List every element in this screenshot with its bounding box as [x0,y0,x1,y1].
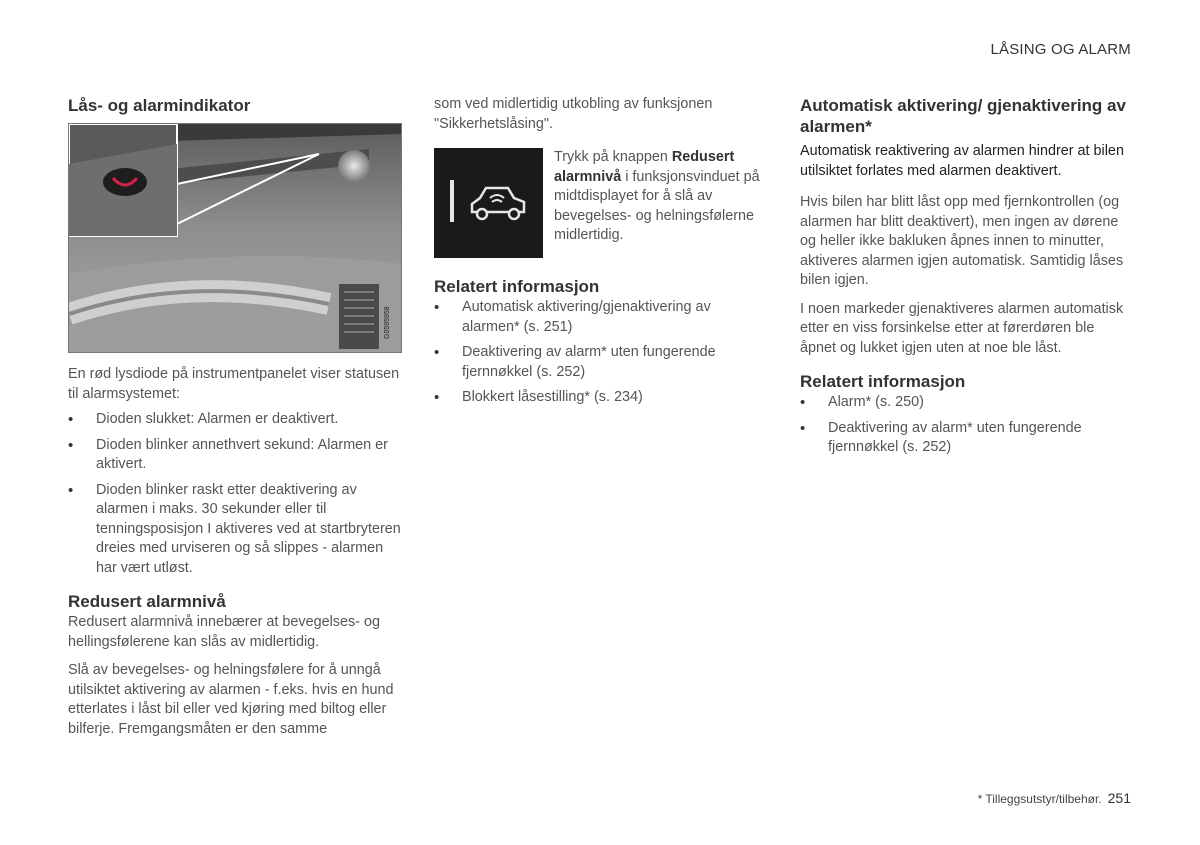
column-2 [434,95,768,414]
section-title: Lås- og alarmindikator [68,96,251,115]
related-info-title: Relatert informasjon [434,277,600,296]
reduced-alarm-button-image [434,148,543,258]
dashboard-photo [68,123,402,353]
column-3 [800,95,1134,464]
column-1 [68,95,402,739]
button-name: Redusert alarmnivå [554,149,735,185]
feature-text [554,148,768,258]
related-info-title: Relatert informasjon [800,372,966,391]
photo-code: G0595958 [384,306,391,339]
list-item: • Alarm* (s. 250) [800,393,1134,413]
feature-text-pre: Trykk på knappen [554,149,672,165]
dashboard-illustration [69,124,402,353]
paragraph: Slå av bevegelses- og helningsfølere for å unngå utilsiktet aktivering av alarmen - f.eks. hvis en hund etterlates i låst bil eller ved kjøring med biltog eller bilferje. Fremgangsmåten er den samme [68,662,394,737]
related-list [434,298,768,408]
related-list [800,393,1134,458]
footer [978,790,1131,806]
paragraph-continuation: som ved midlertidig utkobling av funksjonen "Sikkerhetslåsing". [434,96,713,132]
subsection-title: Redusert alarmnivå [68,592,226,611]
list-item: • Blokkert låsestilling* (s. 234) [434,388,768,408]
page-number: 251 [1107,790,1131,806]
led-status-list [68,410,402,578]
footnote: * Tilleggsutstyr/tilbehør. [977,792,1102,806]
car-alarm-reduced-icon [434,148,543,258]
intro-paragraph: En rød lysdiode på instrumentpanelet viser statusen til alarmsystemet: [68,366,400,402]
list-item: • Deaktivering av alarm* uten fungerende fjernnøkkel (s. 252) [434,343,768,382]
section-title: Automatisk aktivering/ gjenaktivering av alarmen* [800,96,1126,136]
list-item: • Dioden blinker annethvert sekund: Alarmen er aktivert. [68,436,402,475]
running-header: LÅSING OG ALARM [990,41,1131,58]
lead-paragraph: Automatisk reaktivering av alarmen hindrer at bilen utilsiktet forlates med alarmen deaktivert. [800,143,1124,179]
list-item: • Dioden slukket: Alarmen er deaktivert. [68,410,402,430]
paragraph: Redusert alarmnivå innebærer at bevegelses- og hellingsfølerene kan slås av midlertidig. [68,614,380,650]
paragraph: I noen markeder gjenaktiveres alarmen automatisk etter en viss forsinkelse etter at førerdøren ble åpnet og lukket igjen uten at noe ble låst. [800,300,1124,356]
feature-instruction [434,148,768,258]
list-item: • Automatisk aktivering/gjenaktivering av alarmen* (s. 251) [434,298,768,337]
paragraph: Hvis bilen har blitt låst opp med fjernkontrollen (og alarmen har blitt deaktivert), men ingen av dørene og heller ikke bakluken åpnes innen to minutter, aktiveres alarmen igjen automatisk. Samtidig låses bilen igjen. [800,194,1124,288]
list-item: • Deaktivering av alarm* uten fungerende fjernnøkkel (s. 252) [800,419,1134,458]
list-item: • Dioden blinker raskt etter deaktivering av alarmen i maks. 30 sekunder eller til tenningsposisjon I aktiveres ved at startbryteren dreies med urviseren og så slippes - alarmen har vært utløst. [68,481,402,579]
feature-text-post: i funksjonsvinduet på midtdisplayet for å slå av bevegelses- og helningsfølerne midlertidig. [554,168,760,243]
